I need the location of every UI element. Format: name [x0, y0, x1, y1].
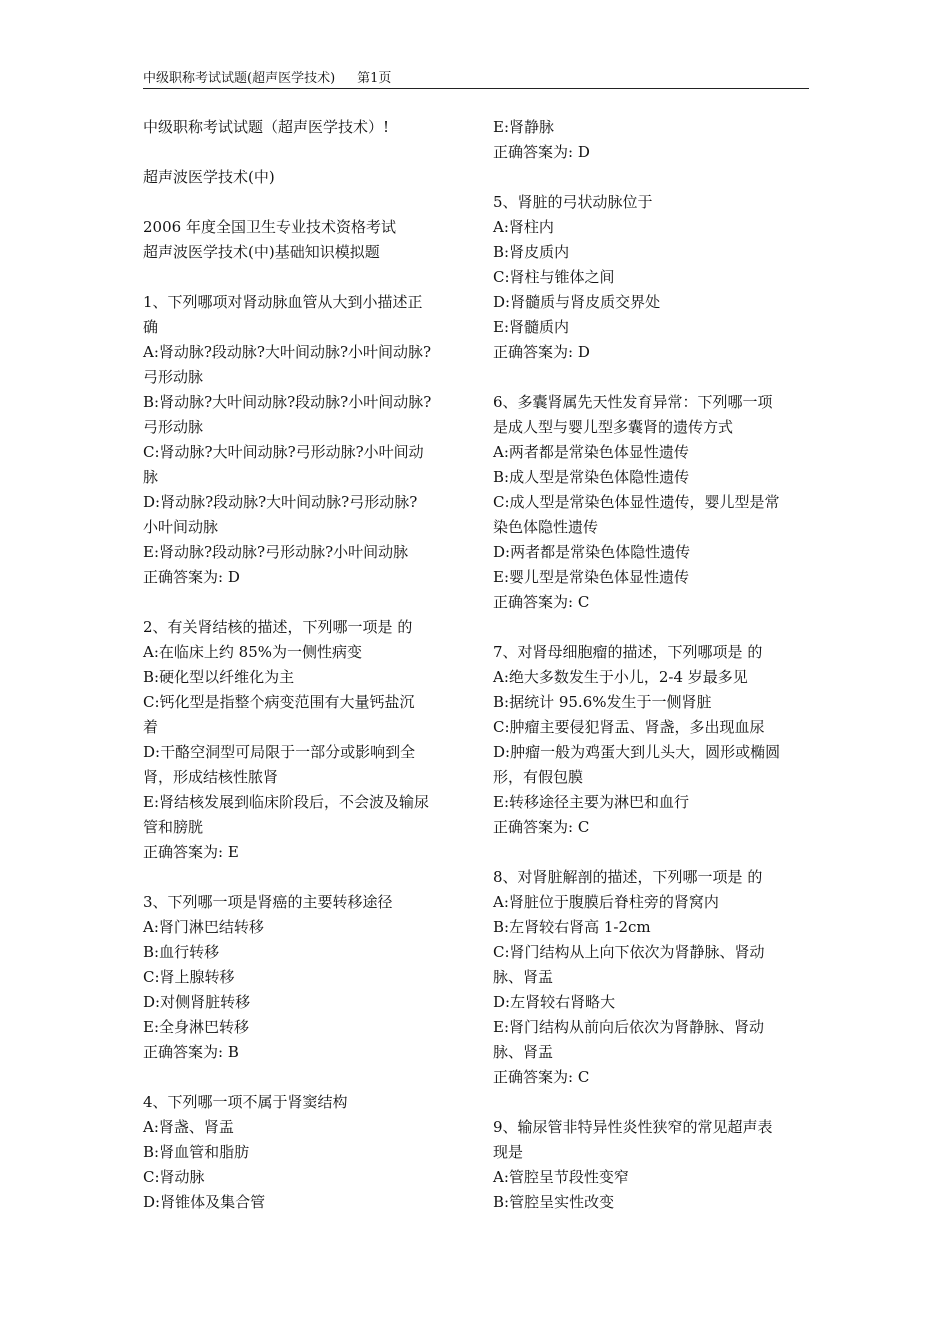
text-line: 是成人型与婴儿型多囊肾的遗传方式: [493, 418, 734, 436]
text-line: A:两者都是常染色体显性遗传: [493, 443, 689, 461]
text-line: E:肾门结构从前向后依次为肾静脉、肾动: [493, 1018, 765, 1036]
text-line: C:肾门结构从上向下依次为肾静脉、肾动: [493, 943, 765, 961]
text-line: E:全身淋巴转移: [143, 1018, 250, 1036]
text-line: A:肾门淋巴结转移: [143, 918, 264, 936]
text-line: D:两者都是常染色体隐性遗传: [493, 543, 691, 561]
blank-line: [493, 1090, 811, 1115]
text-line: A:肾脏位于腹膜后脊柱旁的肾窝内: [493, 893, 719, 911]
text-line: B:硬化型以纤维化为主: [143, 668, 295, 686]
text-line: B:成人型是常染色体隐性遗传: [493, 468, 690, 486]
text-line: 染色体隐性遗传: [493, 518, 599, 536]
blank-line: [493, 165, 811, 190]
text-line: 形，有假包膜: [493, 768, 584, 786]
text-line: 5、肾脏的弓状动脉位于: [493, 193, 653, 211]
text-line: 正确答案为: C: [493, 1068, 590, 1086]
blank-line: [493, 840, 811, 865]
text-line: 着: [143, 718, 159, 736]
text-line: 正确答案为: D: [493, 343, 590, 361]
text-line: 中级职称考试试题（超声医学技术）!: [143, 118, 390, 136]
text-line: 脉、肾盂: [493, 1043, 554, 1061]
text-line: 正确答案为: D: [143, 568, 240, 586]
text-line: D:左肾较右肾略大: [493, 993, 616, 1011]
text-line: 管和膀胱: [143, 818, 204, 836]
blank-line: [143, 265, 473, 290]
text-line: D:对侧肾脏转移: [143, 993, 251, 1011]
text-line: 肾，形成结核性脓肾: [143, 768, 279, 786]
text-line: A:管腔呈节段性变窄: [493, 1168, 629, 1186]
text-line: 超声波医学技术(中)基础知识模拟题: [143, 243, 380, 261]
text-line: 6、多囊肾属先天性发育异常：下列哪一项: [493, 393, 773, 411]
text-line: 正确答案为: B: [143, 1043, 239, 1061]
text-line: 确: [143, 318, 159, 336]
text-line: B:肾动脉?大叶间动脉?段动脉?小叶间动脉?: [143, 393, 432, 411]
blank-line: [143, 190, 473, 215]
text-line: A:肾盏、肾盂: [143, 1118, 234, 1136]
text-line: C:肾动脉?大叶间动脉?弓形动脉?小叶间动: [143, 443, 424, 461]
blank-line: [143, 590, 473, 615]
text-line: E:肾静脉: [493, 118, 555, 136]
text-line: E:肾动脉?段动脉?弓形动脉?小叶间动脉: [143, 543, 409, 561]
text-line: 1、下列哪项对肾动脉血管从大到小描述正: [143, 293, 423, 311]
blank-line: [493, 365, 811, 390]
header-page-number: 第1页: [357, 71, 392, 86]
text-line: D:肾髓质与肾皮质交界处: [493, 293, 661, 311]
text-line: A:绝大多数发生于小儿，2-4 岁最多见: [493, 668, 748, 686]
text-line: 弓形动脉: [143, 368, 204, 386]
header-title: 中级职称考试试题(超声医学技术): [143, 71, 336, 86]
text-line: 正确答案为: C: [493, 818, 590, 836]
text-line: B:左肾较右肾高 1-2cm: [493, 918, 651, 936]
text-line: C:成人型是常染色体显性遗传，婴儿型是常: [493, 493, 780, 511]
text-line: A:在临床上约 85%为一侧性病变: [143, 643, 362, 661]
text-line: 超声波医学技术(中): [143, 168, 275, 186]
page-header: [143, 70, 809, 89]
text-line: B:肾血管和脂肪: [143, 1143, 250, 1161]
text-line: 正确答案为: D: [493, 143, 590, 161]
text-line: A:肾柱内: [493, 218, 554, 236]
text-line: B:血行转移: [143, 943, 220, 961]
text-line: E:婴儿型是常染色体显性遗传: [493, 568, 690, 586]
text-line: 2、有关肾结核的描述，下列哪一项是 的: [143, 618, 413, 636]
text-line: E:肾髓质内: [493, 318, 570, 336]
text-line: 3、下列哪一项是肾癌的主要转移途径: [143, 893, 393, 911]
text-line: 脉、肾盂: [493, 968, 554, 986]
text-line: D:肾锥体及集合管: [143, 1193, 266, 1211]
text-line: E:转移途径主要为淋巴和血行: [493, 793, 690, 811]
text-line: 8、对肾脏解剖的描述，下列哪一项是 的: [493, 868, 763, 886]
text-line: C:肾柱与锥体之间: [493, 268, 615, 286]
text-line: C:肿瘤主要侵犯肾盂、肾盏，多出现血尿: [493, 718, 765, 736]
text-line: 4、下列哪一项不属于肾窦结构: [143, 1093, 348, 1111]
blank-line: [143, 140, 473, 165]
text-line: 正确答案为: C: [493, 593, 590, 611]
text-line: A:肾动脉?段动脉?大叶间动脉?小叶间动脉?: [143, 343, 432, 361]
text-line: E:肾结核发展到临床阶段后，不会波及输尿: [143, 793, 430, 811]
blank-line: [143, 865, 473, 890]
text-line: 弓形动脉: [143, 418, 204, 436]
left-column: [143, 115, 473, 1215]
right-column: [493, 115, 811, 1215]
text-line: B:肾皮质内: [493, 243, 570, 261]
text-line: 小叶间动脉: [143, 518, 219, 536]
text-line: 现是: [493, 1143, 524, 1161]
text-line: C:钙化型是指整个病变范围有大量钙盐沉: [143, 693, 415, 711]
text-line: 2006 年度全国卫生专业技术资格考试: [143, 218, 396, 236]
text-line: 正确答案为: E: [143, 843, 239, 861]
blank-line: [143, 1065, 473, 1090]
text-line: D:干酪空洞型可局限于一部分或影响到全: [143, 743, 416, 761]
text-line: B:据统计 95.6%发生于一侧肾脏: [493, 693, 712, 711]
text-line: D:肿瘤一般为鸡蛋大到儿头大，圆形或椭圆: [493, 743, 781, 761]
text-line: B:管腔呈实性改变: [493, 1193, 615, 1211]
blank-line: [493, 615, 811, 640]
text-line: 7、对肾母细胞瘤的描述，下列哪项是 的: [493, 643, 763, 661]
text-line: C:肾动脉: [143, 1168, 205, 1186]
text-line: D:肾动脉?段动脉?大叶间动脉?弓形动脉?: [143, 493, 418, 511]
text-line: C:肾上腺转移: [143, 968, 235, 986]
text-line: 9、输尿管非特异性炎性狭窄的常见超声表: [493, 1118, 773, 1136]
text-line: 脉: [143, 468, 159, 486]
